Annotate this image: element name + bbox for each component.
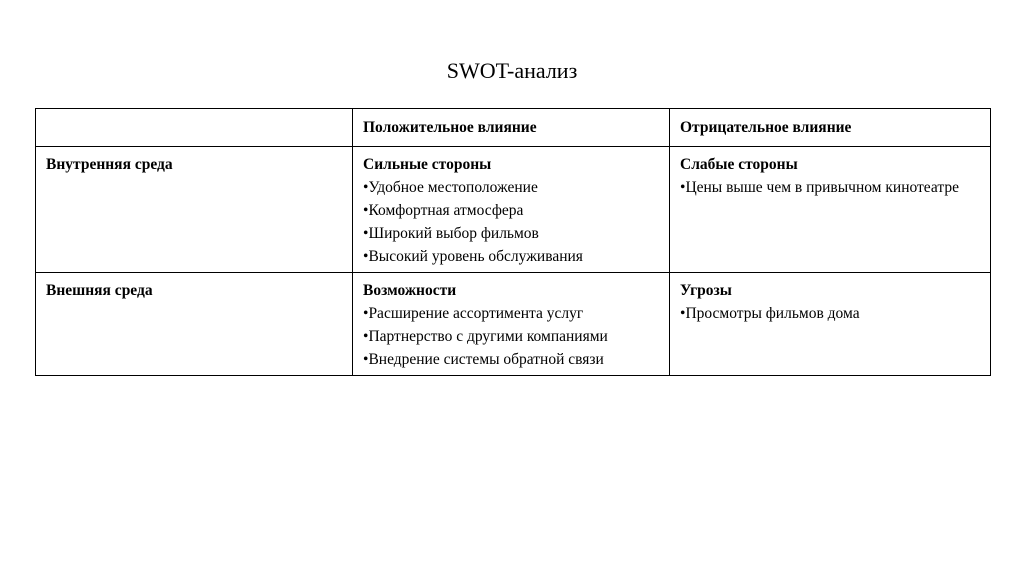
bullet-icon: • [680, 179, 686, 196]
bullet-icon: • [363, 202, 369, 219]
bullet-icon: • [363, 248, 369, 265]
opportunities-item-text: Расширение ассортимента услуг [368, 305, 584, 322]
header-positive-influence: Положительное влияние [353, 109, 670, 147]
opportunities-item [363, 348, 659, 371]
bullet-icon: • [363, 179, 369, 196]
strengths-item [363, 176, 659, 199]
strengths-item-text: Комфортная атмосфера [368, 202, 524, 219]
threats-heading: Угрозы [680, 282, 732, 299]
strengths-item-text: Широкий выбор фильмов [368, 225, 539, 242]
strengths-item-text: Высокий уровень обслуживания [368, 248, 583, 265]
cell-strengths [353, 147, 670, 273]
opportunities-item-text: Внедрение системы обратной связи [368, 351, 604, 368]
weaknesses-heading: Слабые стороны [680, 156, 798, 173]
table-row-internal [36, 147, 991, 273]
row-label-external: Внешняя среда [36, 273, 353, 376]
header-negative-influence: Отрицательное влияние [670, 109, 991, 147]
bullet-icon: • [363, 351, 369, 368]
swot-table [35, 108, 991, 376]
threats-item-text: Просмотры фильмов дома [685, 305, 860, 322]
cell-threats [670, 273, 991, 376]
opportunities-item [363, 325, 659, 348]
table-row-external [36, 273, 991, 376]
strengths-item [363, 199, 659, 222]
weaknesses-item-text: Цены выше чем в привычном кинотеатре [685, 179, 959, 196]
threats-item [680, 302, 980, 325]
opportunities-item-text: Партнерство с другими компаниями [368, 328, 608, 345]
bullet-icon: • [363, 305, 369, 322]
strengths-item-text: Удобное местоположение [368, 179, 538, 196]
cell-opportunities [353, 273, 670, 376]
opportunities-heading: Возможности [363, 282, 457, 299]
bullet-icon: • [680, 305, 686, 322]
bullet-icon: • [363, 225, 369, 242]
row-label-internal: Внутренняя среда [36, 147, 353, 273]
strengths-item [363, 245, 659, 268]
slide-title: SWOT-анализ [446, 58, 578, 83]
cell-weaknesses [670, 147, 991, 273]
weaknesses-item [680, 176, 980, 199]
strengths-item [363, 222, 659, 245]
table-header-row [36, 109, 991, 147]
header-empty-cell [36, 109, 353, 147]
strengths-heading: Сильные стороны [363, 156, 492, 173]
opportunities-item [363, 302, 659, 325]
bullet-icon: • [363, 328, 369, 345]
